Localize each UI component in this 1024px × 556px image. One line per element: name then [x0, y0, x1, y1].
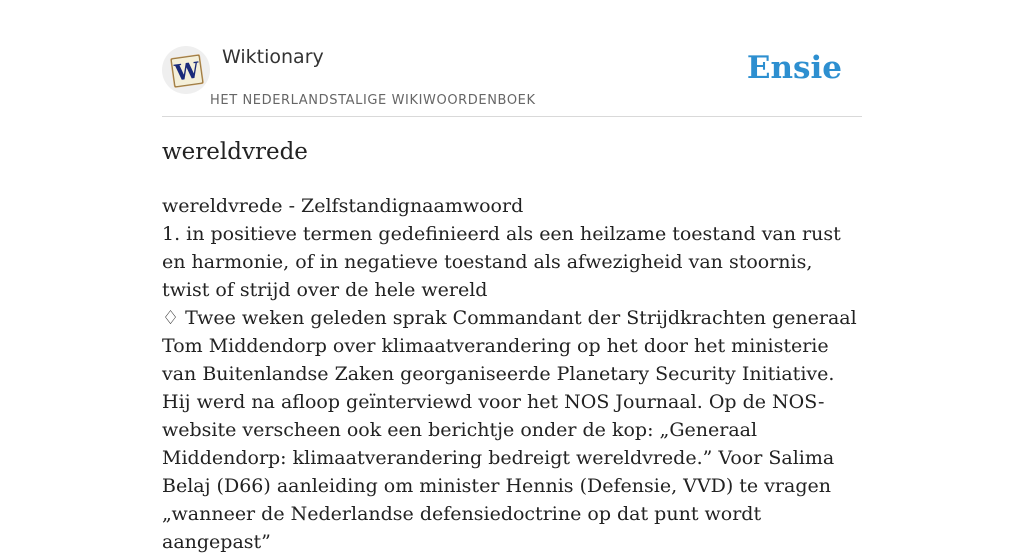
entry-content [162, 192, 862, 556]
page-title: wereldvrede [162, 139, 308, 165]
wiktionary-logo-icon[interactable] [162, 46, 210, 94]
site-header [162, 40, 862, 117]
site-tagline: HET NEDERLANDSTALIGE WIKIWOORDENBOEK [210, 93, 536, 108]
brand-logo[interactable]: Ensie [746, 50, 842, 86]
logo-letter: W [173, 57, 202, 87]
site-name[interactable]: Wiktionary [222, 46, 324, 68]
entry-definition: 1. in positieve termen gedefinieerd als een heilzame toestand van rust en harmonie, of in negatieve toestand als afwezigheid van stoornis, twist of strijd over de hele wereld [162, 223, 841, 301]
entry-heading: wereldvrede - Zelfstandignaamwoord [162, 195, 524, 217]
entry-example: ♢ Twee weken geleden sprak Commandant der Strijdkrachten generaal Tom Middendorp over klimaatverandering op het door het ministerie van Buitenlandse Zaken georganiseerde Planetary Security Initiative. Hij werd na afloop geïnterviewd voor het NOS Journaal. Op de NOS-website verscheen ook een berichtje onder de kop: „Generaal Middendorp: klimaatverandering bedreigt wereldvrede.” Voor Salima Belaj (D66) aanleiding om minister Hennis (Defensie, VVD) te vragen „wanneer de Nederlandse defensiedoctrine op dat punt wordt aangepast” [162, 307, 857, 553]
